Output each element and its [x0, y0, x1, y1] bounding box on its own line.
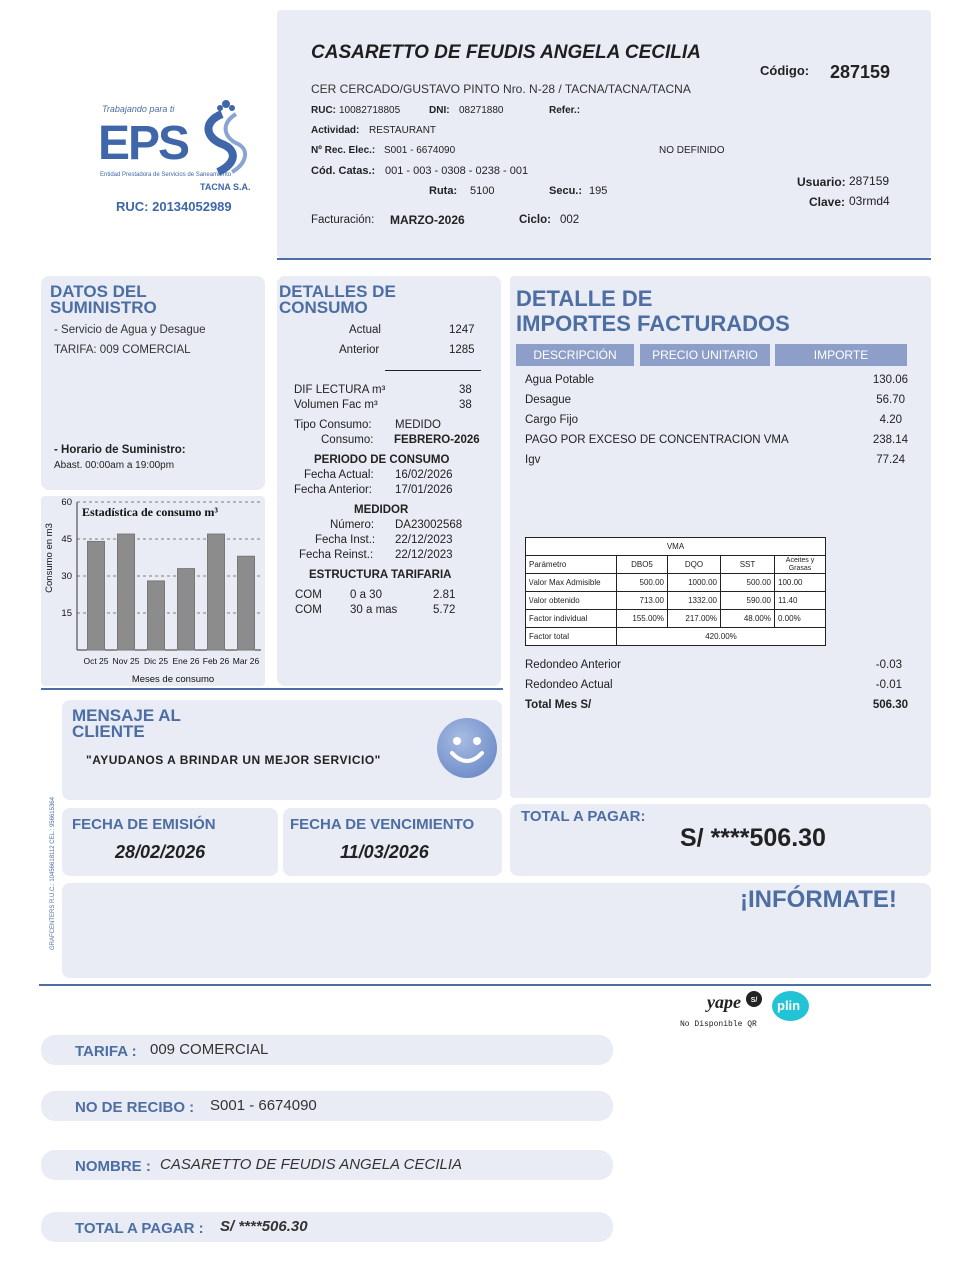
vma-cell: 1000.00	[668, 574, 721, 592]
vma-cell: 100.00	[775, 574, 826, 592]
servicio-text: - Servicio de Agua y Desague	[54, 324, 206, 336]
total-mes-value: 506.30	[872, 699, 908, 711]
vma-header: DBO5	[617, 556, 668, 574]
logo-brand: EPS	[98, 117, 189, 170]
chart-x-tick: Mar 26	[232, 656, 260, 666]
fecha-actual-label: Fecha Actual:	[304, 469, 374, 481]
footer-tarifa-value: 009 COMERCIAL	[150, 1041, 269, 1058]
vma-cell: 155.00%	[617, 610, 668, 628]
fecha-actual-value: 16/02/2026	[395, 469, 453, 481]
mensaje-title-1: MENSAJE AL	[72, 706, 181, 725]
redondeo-actual-label: Redondeo Actual	[525, 679, 613, 691]
vma-table	[525, 537, 826, 646]
ruta-label: Ruta:	[429, 185, 458, 197]
facturacion-label: Facturación:	[311, 214, 375, 226]
tipo-label: Tipo Consumo:	[294, 419, 372, 431]
anterior-label: Anterior	[339, 344, 380, 356]
chart-bar	[238, 556, 255, 650]
footer-nombre-value: CASARETTO DE FEUDIS ANGELA CECILIA	[160, 1156, 463, 1173]
qr-note: No Disponible QR	[680, 1020, 757, 1029]
footer-recibo-value: S001 - 6674090	[210, 1097, 317, 1114]
fecha-anterior-value: 17/01/2026	[395, 484, 453, 496]
footer-total-label: TOTAL A PAGAR :	[75, 1220, 204, 1237]
no-definido: NO DEFINIDO	[659, 145, 725, 156]
vma-total-value: 420.00%	[617, 628, 826, 646]
total-mes-label: Total Mes S/	[525, 699, 592, 711]
chart-x-tick: Ene 26	[172, 656, 200, 666]
inst-label: Fecha Inst.:	[315, 534, 376, 546]
chart-bar	[208, 534, 225, 650]
svg-text:S/: S/	[750, 997, 758, 1004]
chart-bar	[88, 541, 105, 650]
footer-tarifa-label: TARIFA :	[75, 1043, 137, 1060]
tarifa-row-2-precio: 5.72	[433, 604, 456, 616]
plin-label: plin	[777, 998, 801, 1013]
consumo-panel	[277, 276, 501, 686]
item-importe: 238.14	[872, 434, 908, 446]
suministro-title-2: SUMINISTRO	[50, 298, 157, 317]
vma-header: Aceites y Grasas	[775, 556, 826, 574]
estructura-title: ESTRUCTURA TARIFARIA	[309, 569, 452, 581]
item-importe: 77.24	[876, 454, 905, 466]
item-desc: PAGO POR EXCESO DE CONCENTRACION VMA	[525, 434, 789, 446]
numero-label: Número:	[330, 519, 375, 531]
total-value: S/ ****506.30	[680, 824, 826, 852]
consumo-title-1: DETALLES DE	[279, 282, 396, 301]
company-logo	[96, 96, 256, 216]
footer-nombre-label: NOMBRE :	[75, 1158, 151, 1175]
reinst-value: 22/12/2023	[395, 549, 453, 561]
importes-title-1: DETALLE DE	[516, 286, 653, 311]
periodo-title: PERIODO DE CONSUMO	[314, 454, 450, 466]
reinst-label: Fecha Reinst.:	[299, 549, 374, 561]
catas-value: 001 - 003 - 0308 - 0238 - 001	[385, 165, 529, 177]
redondeo-anterior-value: -0.03	[875, 659, 902, 671]
vma-header: SST	[721, 556, 775, 574]
smiley-icon	[436, 717, 498, 779]
vma-title: VMA	[526, 538, 826, 556]
printer-side-text: GRAFCENTERS R.U.C.: 10456618112 CEL.: 956615364	[50, 797, 56, 950]
redondeo-anterior-label: Redondeo Anterior	[525, 659, 621, 671]
vma-total-label: Factor total	[526, 628, 617, 646]
secu-label: Secu.:	[549, 185, 583, 197]
rec-elec-value: S001 - 6674090	[384, 145, 456, 156]
rec-elec-label: Nº Rec. Elec.:	[311, 145, 376, 156]
chart-y-tick: 15	[61, 608, 72, 619]
item-desc: Desague	[525, 394, 572, 406]
vma-header: Parámetro	[526, 556, 617, 574]
chart-ylabel: Consumo en m3	[44, 523, 55, 593]
vma-cell: 11.40	[775, 592, 826, 610]
chart-y-tick: 45	[61, 534, 72, 545]
medidor-title: MEDIDOR	[354, 504, 409, 516]
dif-value: 38	[459, 384, 472, 396]
footer-total-row	[41, 1212, 613, 1242]
chart-x-tick: Oct 25	[83, 656, 109, 666]
ruc-label: RUC:	[311, 105, 336, 116]
codigo-value: 287159	[830, 62, 891, 82]
logo-city: TACNA S.A.	[200, 182, 251, 192]
chart-bar	[118, 534, 135, 650]
fecha-anterior-label: Fecha Anterior:	[294, 484, 372, 496]
mensaje-text: "AYUDANOS A BRINDAR UN MEJOR SERVICIO"	[86, 753, 381, 767]
consumo-title-2: CONSUMO	[279, 298, 368, 317]
clave-label: Clave:	[809, 195, 846, 209]
tarifa-row-1-rango: 0 a 30	[350, 589, 382, 601]
usuario-value: 287159	[849, 174, 890, 188]
actividad-value: RESTAURANT	[369, 125, 437, 136]
soles-icon	[745, 990, 763, 1008]
chart-title: Estadística de consumo m³	[82, 505, 218, 519]
yape-logo: yape	[707, 992, 741, 1012]
actividad-label: Actividad:	[311, 125, 360, 136]
inst-value: 22/12/2023	[395, 534, 453, 546]
section-divider	[41, 688, 503, 690]
plin-logo	[772, 991, 809, 1021]
tarifa-row-2-tipo: COM	[295, 604, 322, 616]
consumo-label: Consumo:	[321, 434, 374, 446]
tarifa-text: TARIFA: 009 COMERCIAL	[54, 344, 191, 356]
redondeo-actual-value: -0.01	[875, 679, 902, 691]
chart-xlabel: Meses de consumo	[131, 674, 215, 685]
logo-wave-icon	[192, 98, 252, 176]
total-label: TOTAL A PAGAR:	[521, 808, 646, 825]
ruc-value: 10082718805	[339, 105, 401, 116]
tarifa-row-2-rango: 30 a mas	[350, 604, 398, 616]
suministro-title-1: DATOS DEL	[50, 282, 147, 301]
vma-header: DQO	[668, 556, 721, 574]
secu-value: 195	[589, 185, 608, 197]
actual-value: 1247	[449, 324, 475, 336]
facturacion-value: MARZO-2026	[390, 213, 465, 227]
chart-bar	[148, 581, 165, 650]
consumo-divider	[385, 370, 481, 371]
emision-label: FECHA DE EMISIÓN	[72, 816, 216, 833]
chart-y-tick: 60	[61, 497, 72, 508]
chart-x-tick: Dic 25	[143, 656, 169, 666]
item-desc: Agua Potable	[525, 374, 595, 386]
footer-nombre-row	[41, 1150, 613, 1180]
clave-value: 03rmd4	[849, 194, 890, 208]
mensaje-title-2: CLIENTE	[72, 722, 145, 741]
logo-tagline: Trabajando para ti	[102, 104, 175, 114]
chart-bar	[178, 569, 195, 650]
vencimiento-value: 11/03/2026	[340, 842, 429, 862]
logo-ruc: RUC: 20134052989	[116, 199, 232, 214]
ciclo-label: Ciclo:	[519, 214, 551, 226]
horario-label: - Horario de Suministro:	[54, 444, 186, 456]
informate-divider	[39, 984, 931, 986]
vma-cell: Factor individual	[526, 610, 617, 628]
chart-x-tick: Nov 25	[112, 656, 140, 666]
vma-cell: \/alor obtenido	[526, 592, 617, 610]
customer-address: CER CERCADO/GUSTAVO PINTO Nro. N-28 / TACNA/TACNA/TACNA	[311, 82, 691, 96]
importes-title-2: IMPORTES FACTURADOS	[516, 311, 790, 336]
usuario-label: Usuario:	[797, 175, 846, 189]
refer-label: Refer.:	[549, 105, 581, 116]
vma-cell: 713.00	[617, 592, 668, 610]
header-divider	[277, 258, 931, 260]
vma-cell: 217.00%	[668, 610, 721, 628]
customer-name: CASARETTO DE FEUDIS ANGELA CECILIA	[311, 42, 701, 63]
ciclo-value: 002	[560, 214, 580, 226]
anterior-value: 1285	[449, 344, 475, 356]
item-desc: Igv	[525, 454, 541, 466]
col-precio-unitario: PRECIO UNITARIO	[640, 344, 770, 366]
chart-y-tick: 30	[61, 571, 72, 582]
tipo-value: MEDIDO	[395, 419, 441, 431]
dif-label: DIF LECTURA m³	[294, 384, 386, 396]
actual-label: Actual	[349, 324, 381, 336]
footer-recibo-label: NO DE RECIBO :	[75, 1099, 195, 1116]
vma-cell: \/alor Max Admisible	[526, 574, 617, 592]
logo-subtitle: Entidad Prestadora de Servicios de Saneamiento	[100, 172, 232, 178]
dni-label: DNI:	[429, 105, 450, 116]
footer-tarifa-row	[41, 1035, 613, 1065]
item-importe: 4.20	[879, 414, 902, 426]
chart-x-tick: Feb 26	[202, 656, 230, 666]
numero-value: DA23002568	[395, 519, 463, 531]
vma-cell: 590.00	[721, 592, 775, 610]
footer-total-value: S/ ****506.30	[220, 1218, 308, 1235]
horario-value: Abast. 00:00am a 19:00pm	[54, 460, 175, 471]
col-descripcion: DESCRIPCIÓN	[516, 344, 634, 366]
vma-cell: 500.00	[721, 574, 775, 592]
tarifa-row-1-tipo: COM	[295, 589, 322, 601]
col-importe: IMPORTE	[775, 344, 907, 366]
item-importe: 56.70	[876, 394, 905, 406]
vol-label: Volumen Fac m³	[294, 399, 378, 411]
item-desc: Cargo Fijo	[525, 414, 579, 426]
vma-cell: 0.00%	[775, 610, 826, 628]
dni-value: 08271880	[459, 105, 504, 116]
vol-value: 38	[459, 399, 472, 411]
tarifa-row-1-precio: 2.81	[433, 589, 456, 601]
informate-title: ¡INFÓRMATE!	[740, 886, 897, 913]
footer-recibo-row	[41, 1091, 613, 1121]
vma-cell: 48.00%	[721, 610, 775, 628]
vma-cell: 500.00	[617, 574, 668, 592]
codigo-label: Código:	[760, 63, 810, 78]
catas-label: Cód. Catas.:	[311, 165, 376, 177]
consumo-chart	[41, 496, 265, 688]
emision-value: 28/02/2026	[115, 842, 206, 862]
ruta-value: 5100	[470, 185, 495, 197]
consumo-value: FEBRERO-2026	[394, 434, 480, 446]
vma-cell: 1332.00	[668, 592, 721, 610]
vencimiento-label: FECHA DE VENCIMIENTO	[290, 816, 475, 833]
item-importe: 130.06	[872, 374, 908, 386]
